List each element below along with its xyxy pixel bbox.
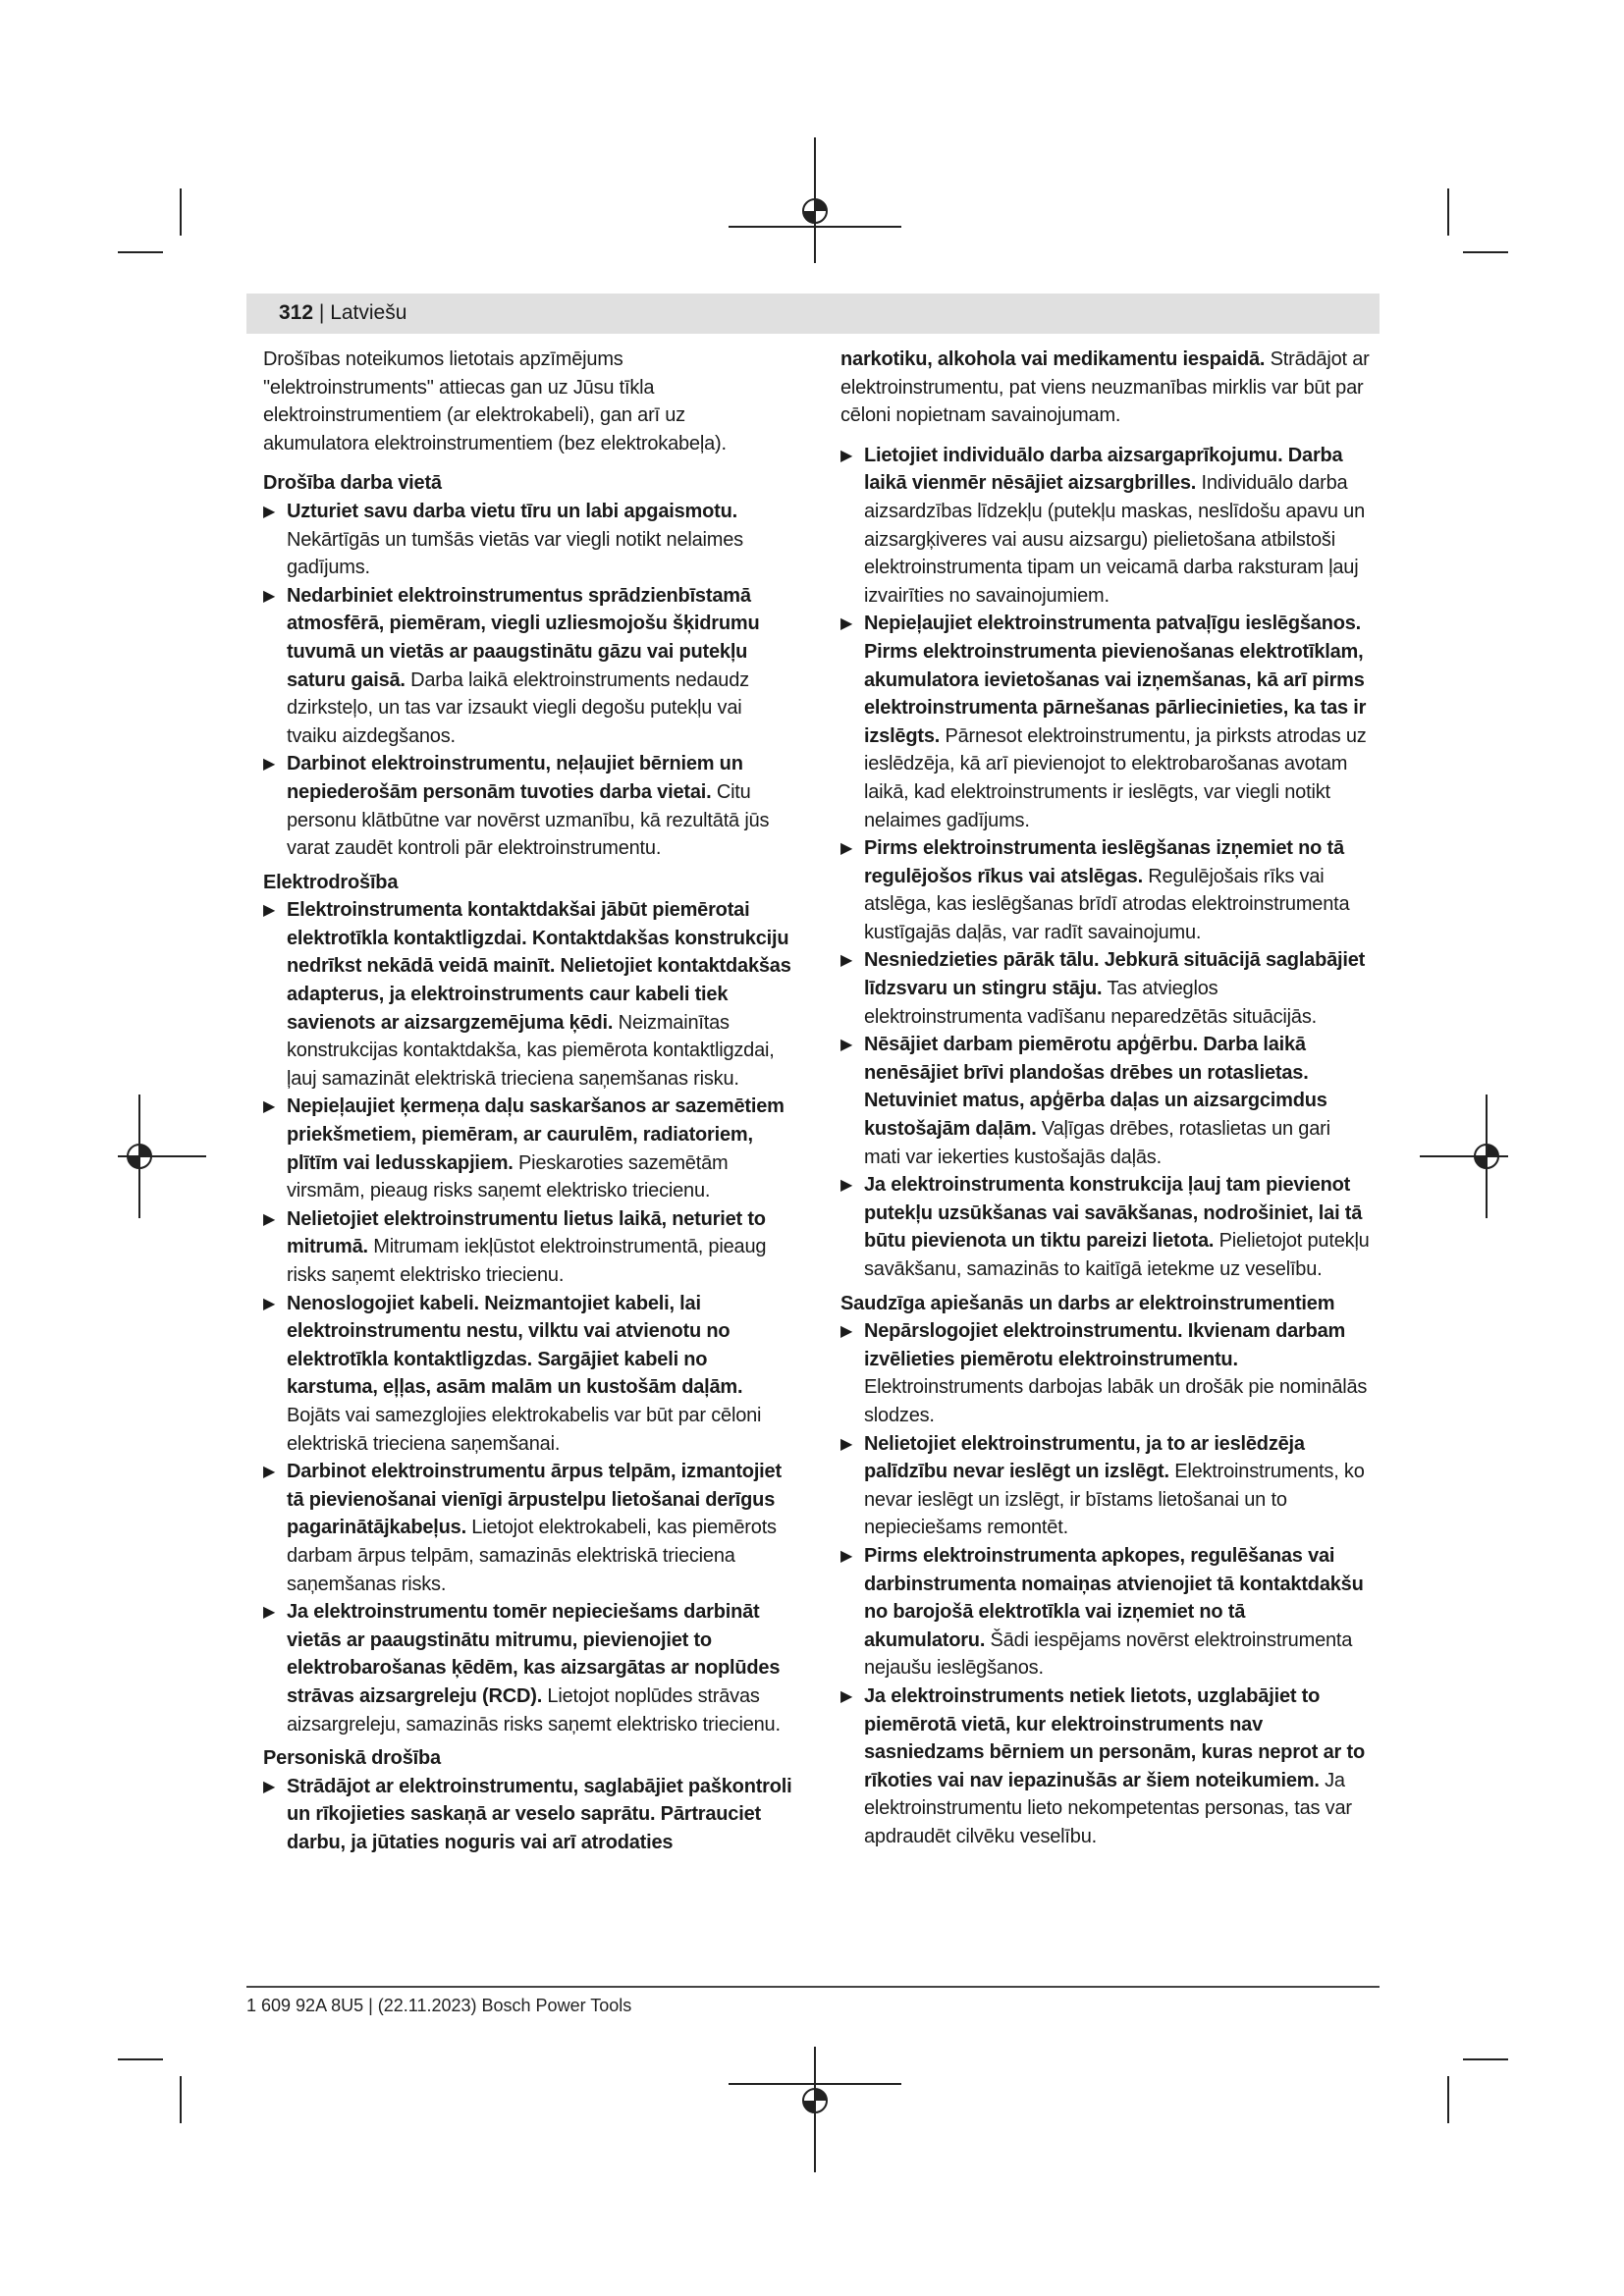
bullet-arrow-icon: ▶: [840, 1037, 853, 1054]
instruction-text: Lietojot elektrokabeli, kas piemērots darbam ārpus telpām, samazinās elektriskā trieciena saņemšanas risks.: [287, 1517, 777, 1595]
safety-instruction-item: [263, 896, 793, 1093]
safety-instruction-item: [840, 1171, 1371, 1283]
header-separator: |: [318, 301, 325, 324]
bullet-arrow-icon: ▶: [840, 1177, 853, 1195]
bullet-arrow-icon: ▶: [263, 1604, 276, 1622]
continued-paragraph: [840, 346, 1371, 430]
left-column: [263, 346, 793, 1862]
section-heading: Drošība darba vietā: [263, 472, 442, 495]
bullet-arrow-icon: ▶: [840, 447, 853, 464]
safety-instruction-item: [840, 1317, 1371, 1429]
instruction-bold: Nepieļaujiet elektroinstrumenta patvaļīgu ieslēgšanos. Pirms elektroinstrumenta pievienošanas elektrotīklam, akumulatora ievietošanas vai izņemšanas, kā arī pirms elektroinstrumenta pārnešanas pārliecinieties, ka tas ir izslēgts.: [864, 613, 1367, 747]
crop-mark: [180, 2076, 182, 2123]
instruction-bold: Darbinot elektroinstrumentu ārpus telpām, izmantojiet tā pievienošanai vienīgi ārpustelpu lietošanai derīgus pagarinātājkabeļus.: [287, 1461, 782, 1539]
instruction-bold: Nesniedzieties pārāk tālu. Jebkurā situācijā saglabājiet līdzsvaru un stingru stāju.: [864, 949, 1366, 1000]
instruction-bold: Nenoslogojiet kabeli. Neizmantojiet kabeli, lai elektroinstrumentu nestu, vilktu vai atvienotu no elektrotīkla kontaktligzdas. Sargājiet kabeli no karstuma, eļļas, asām malām un kustošām daļām.: [287, 1292, 743, 1399]
instruction-text: Bojāts vai samezglojies elektrokabelis var būt par cēloni elektriskā trieciena saņemšanai.: [287, 1404, 762, 1455]
registration-mark-icon: [1420, 1095, 1508, 1218]
instruction-bold: Uzturiet savu darba vietu tīru un labi apgaismotu.: [287, 500, 737, 522]
instruction-text: Lietojot noplūdes strāvas aizsargreleju, samazinās risks saņemt elektrisko triecienu.: [287, 1684, 781, 1735]
continued-text: Strādājot ar elektroinstrumentu, pat viens neuzmanības mirklis var būt par cēloni nopietnam savainojumam.: [840, 348, 1370, 427]
safety-instruction-item: [263, 1773, 793, 1857]
crop-mark: [118, 251, 163, 253]
bullet-arrow-icon: ▶: [840, 1547, 853, 1565]
safety-instruction-item: [263, 1458, 793, 1598]
safety-instruction-item: [263, 1290, 793, 1459]
section-heading: Saudzīga apiešanās un darbs ar elektroinstrumentiem: [840, 1292, 1335, 1314]
instruction-bold: Pirms elektroinstrumenta ieslēgšanas izņemiet no tā regulējošos rīkus vai atslēgas.: [864, 837, 1344, 887]
crop-mark: [118, 2058, 163, 2060]
bullet-arrow-icon: ▶: [840, 1687, 853, 1705]
instruction-bold: Lietojiet individuālo darba aizsargaprīkojumu. Darba laikā vienmēr nēsājiet aizsargbrilles.: [864, 444, 1343, 495]
safety-instruction-item: [840, 610, 1371, 834]
safety-instruction-item: [263, 582, 793, 751]
registration-mark-icon: [118, 1095, 206, 1218]
instruction-text: Neizmainītas konstrukcijas kontaktdakša, kas piemērota kontaktligzdai, ļauj samazināt elektriskā trieciena saņemšanas risku.: [287, 1011, 775, 1090]
safety-instruction-item: [263, 1205, 793, 1290]
instruction-text: Pieskaroties sazemētām virsmām, pieaug risks saņemt elektrisko triecienu.: [287, 1151, 729, 1202]
continued-bold: narkotiku, alkohola vai medikamentu iespaidā.: [840, 348, 1266, 370]
instruction-bold: Nedarbiniet elektroinstrumentus sprādzienbīstamā atmosfērā, piemēram, viegli uzliesmojošu šķidrumu tuvumā un vietās ar paaugstinātu gāzu vai putekļu saturu gaisā.: [287, 584, 760, 691]
bullet-arrow-icon: ▶: [840, 840, 853, 858]
instruction-bold: Nēsājiet darbam piemērotu apģērbu. Darba laikā nenēsājiet brīvi plandošas drēbes un rotaslietas. Netuviniet matus, apģērba daļas un aizsargcimdus kustošajām daļām.: [864, 1034, 1327, 1141]
header-language: Latviešu: [330, 301, 407, 324]
page-footer: 1 609 92A 8U5 | (22.11.2023) Bosch Power Tools: [246, 1996, 632, 2015]
bullet-arrow-icon: ▶: [840, 615, 853, 633]
safety-instruction-item: [263, 498, 793, 582]
registration-mark-icon: [729, 2047, 901, 2172]
instruction-bold: Ja elektroinstrumentu tomēr nepieciešams darbināt vietās ar paaugstinātu mitrumu, pievienojiet to elektrobarošanas ķēdēm, kas aizsargātas ar noplūdes strāvas aizsargreleju (RCD).: [287, 1601, 781, 1707]
instruction-text: Elektroinstruments darbojas labāk un drošāk pie nominālās slodzes.: [864, 1376, 1368, 1426]
instruction-text: Elektroinstruments, ko nevar ieslēgt un izslēgt, ir bīstams lietošanai un to nepieciešams remontēt.: [864, 1461, 1365, 1539]
intro-paragraph: Drošības noteikumos lietotais apzīmējums "elektroinstruments" attiecas gan uz Jūsu tīkla elektroinstrumentiem (ar elektrokabeli), gan arī uz akumulatora elektroinstrumentiem (bez elektrokabeļa).: [263, 348, 727, 454]
instruction-bold: Pirms elektroinstrumenta apkopes, regulēšanas vai darbinstrumenta nomaiņas atvienojiet tā kontaktdakšu no barojošā elektrotīkla vai izņemiet no tā akumulatoru.: [864, 1544, 1364, 1651]
bullet-arrow-icon: ▶: [263, 902, 276, 920]
bullet-arrow-icon: ▶: [263, 1464, 276, 1481]
safety-instruction-item: [840, 1430, 1371, 1542]
bullet-arrow-icon: ▶: [840, 952, 853, 970]
bullet-arrow-icon: ▶: [263, 1778, 276, 1795]
footer-rule: [246, 1986, 1380, 1988]
safety-instruction-item: [263, 1598, 793, 1738]
instruction-text: Vaļīgas drēbes, rotaslietas un gari mati var iekerties kustošajās daļās.: [864, 1118, 1330, 1168]
section-heading: Personiskā drošība: [263, 1747, 441, 1770]
instruction-bold: Nepārslogojiet elektroinstrumentu. Ikvienam darbam izvēlieties piemērotu elektroinstrumentu.: [864, 1320, 1346, 1370]
instruction-bold: Ja elektroinstrumenta konstrukcija ļauj tam pievienot putekļu uzsūkšanas vai savākšanas, nodrošiniet, lai tā būtu pievienota un tiktu pareizi lietota.: [864, 1174, 1363, 1253]
instruction-bold: Darbinot elektroinstrumentu, neļaujiet bērniem un nepiederošām personām tuvoties darba vietai.: [287, 753, 743, 803]
instruction-text: Citu personu klātbūtne var novērst uzmanību, kā rezultātā jūs varat zaudēt kontroli pār elektroinstrumentu.: [287, 780, 770, 860]
instruction-text: Regulējošais rīks vai atslēga, kas ieslēgšanas brīdī atrodas elektroinstrumenta kustīgajās daļās, var radīt savainojumu.: [864, 865, 1350, 943]
safety-instruction-item: [840, 1682, 1371, 1851]
bullet-arrow-icon: ▶: [263, 756, 276, 774]
instruction-bold: Nelietojiet elektroinstrumentu, ja to ar ieslēdzēja palīdzību nevar ieslēgt un izslēgt.: [864, 1432, 1305, 1483]
bullet-arrow-icon: ▶: [263, 1210, 276, 1228]
crop-mark: [1463, 251, 1508, 253]
bullet-arrow-icon: ▶: [263, 587, 276, 605]
section-heading: Elektrodrošība: [263, 871, 399, 893]
instruction-bold: Nelietojiet elektroinstrumentu lietus laikā, neturiet to mitrumā.: [287, 1207, 766, 1258]
instruction-text: Individuālo darba aizsardzības līdzekļu (putekļu maskas, neslīdošu apavu un aizsargķiveres vai ausu aizsargu) pielietošana atbilstoši elektroinstrumenta tipam un veicamā darba raksturam ļauj izvairīties no savainojumiem.: [864, 472, 1365, 607]
bullet-arrow-icon: ▶: [263, 1295, 276, 1312]
instruction-bold: Elektroinstrumenta kontaktdakšai jābūt piemērotai elektrotīkla kontaktligzdai. Kontaktdakšas konstrukciju nedrīkst nekādā veidā mainīt. Nelietojiet kontaktdakšas adapterus, ja elektroinstruments caur kabeli tiek savienots ar aizsargzemējuma ķēdi.: [287, 899, 791, 1034]
instruction-bold: Strādājot ar elektroinstrumentu, saglabājiet paškontroli un rīkojieties saskaņā ar veselo saprātu. Pārtrauciet darbu, ja jūtaties noguris vai arī atrodaties: [287, 1775, 792, 1853]
instruction-text: Tas atvieglos elektroinstrumenta vadīšanu neparedzētās situācijās.: [864, 978, 1317, 1028]
safety-instruction-item: [840, 834, 1371, 946]
crop-mark: [1447, 2076, 1449, 2123]
instruction-text: Ja elektroinstrumentu lieto nekompetentas personas, tas var apdraudēt cilvēku veselību.: [864, 1769, 1352, 1847]
bullet-arrow-icon: ▶: [840, 1323, 853, 1341]
instruction-text: Darba laikā elektroinstruments nedaudz dzirksteļo, un tas var izsaukt viegli degošu putekļu vai tvaiku aizdegšanos.: [287, 668, 749, 747]
instruction-bold: Ja elektroinstruments netiek lietots, uzglabājiet to piemērotā vietā, kur elektroinstruments nav sasniedzams bērniem un personām, kuras neprot ar to rīkoties vai nav iepazinušās ar šiem noteikumiem.: [864, 1684, 1365, 1791]
bullet-arrow-icon: ▶: [263, 503, 276, 520]
crop-mark: [180, 188, 182, 236]
bullet-arrow-icon: ▶: [263, 1098, 276, 1116]
crop-mark: [1447, 188, 1449, 236]
page-header: [279, 298, 406, 328]
safety-instruction-item: [840, 1031, 1371, 1171]
bullet-arrow-icon: ▶: [840, 1435, 853, 1453]
instruction-text: Nekārtīgās un tumšās vietās var viegli notikt nelaimes gadījums.: [287, 528, 743, 579]
instruction-text: Pārnesot elektroinstrumentu, ja pirksts atrodas uz ieslēdzēja, kā arī pievienojot to elektrobarošanas avotam laikā, kad elektroinstruments ir ieslēgts, var viegli notikt nelaimes gadījums.: [864, 724, 1367, 831]
page-header-bar: [246, 294, 1380, 334]
page-number: 312: [279, 301, 314, 324]
instruction-text: Pielietojot putekļu savākšanu, samazinās to kaitīgā ietekme uz veselību.: [864, 1230, 1370, 1280]
safety-instruction-item: [263, 750, 793, 862]
instruction-bold: Nepieļaujiet ķermeņa daļu saskaršanos ar sazemētiem priekšmetiem, piemēram, ar caurulēm, radiatoriem, plītīm vai ledusskapjiem.: [287, 1095, 785, 1174]
safety-instruction-item: [840, 946, 1371, 1031]
right-column: [840, 346, 1371, 1856]
safety-instruction-item: [263, 1093, 793, 1204]
crop-mark: [1463, 2058, 1508, 2060]
safety-instruction-item: [840, 442, 1371, 611]
safety-instruction-item: [840, 1542, 1371, 1682]
registration-mark-icon: [729, 137, 901, 263]
instruction-text: Šādi iespējams novērst elektroinstrumenta nejaušu ieslēgšanos.: [864, 1629, 1353, 1680]
instruction-text: Mitrumam iekļūstot elektroinstrumentā, pieaug risks saņemt elektrisko triecienu.: [287, 1236, 767, 1286]
